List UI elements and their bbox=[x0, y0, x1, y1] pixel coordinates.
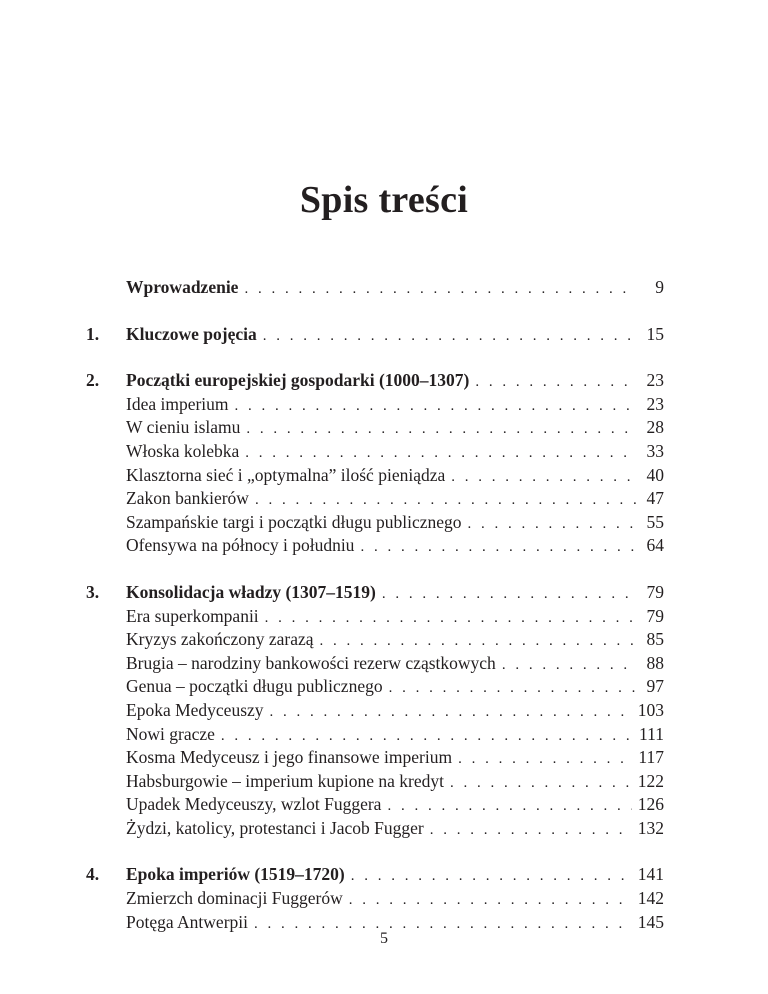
subsection-row bbox=[86, 487, 664, 511]
subsection-row bbox=[86, 746, 664, 770]
subsection-title: Włoska kolebka bbox=[126, 440, 240, 461]
dot-leader bbox=[382, 583, 636, 607]
dot-leader bbox=[255, 489, 636, 513]
dot-leader bbox=[475, 371, 636, 395]
subsection-row bbox=[86, 770, 664, 794]
subsection-row bbox=[86, 511, 664, 535]
page-ref: 97 bbox=[646, 676, 664, 697]
page-ref: 126 bbox=[637, 794, 664, 815]
dot-leader bbox=[270, 701, 632, 725]
chapter-row bbox=[86, 276, 664, 300]
page-ref: 47 bbox=[646, 488, 664, 509]
subsection-title: Nowi gracze bbox=[126, 723, 215, 744]
page-ref: 142 bbox=[637, 888, 664, 909]
page-ref: 103 bbox=[637, 699, 664, 720]
dot-leader bbox=[245, 442, 636, 466]
dot-leader bbox=[430, 819, 632, 843]
subsection-title: Potęga Antwerpii bbox=[126, 911, 248, 932]
subsection-row bbox=[86, 534, 664, 558]
subsection-title: Zmierzch dominacji Fuggerów bbox=[126, 888, 343, 909]
dot-leader bbox=[389, 677, 636, 701]
subsection-row bbox=[86, 393, 664, 417]
page-ref: 28 bbox=[646, 417, 664, 438]
page-number: 5 bbox=[380, 930, 388, 947]
page-title: Spis treści bbox=[299, 179, 469, 221]
dot-leader bbox=[246, 418, 636, 442]
subsection-title: Szampańskie targi i początki długu publicznego bbox=[126, 511, 462, 532]
dot-leader bbox=[502, 654, 636, 678]
page-ref: 23 bbox=[646, 393, 664, 414]
subsection-row bbox=[86, 675, 664, 699]
dot-leader bbox=[263, 325, 636, 349]
chapter-row bbox=[86, 323, 664, 347]
chapter-number: 1. bbox=[86, 323, 100, 344]
page-ref: 122 bbox=[637, 770, 664, 791]
subsection-title: Brugia – narodziny bankowości rezerw cząstkowych bbox=[126, 652, 496, 673]
subsection-title: Klasztorna sieć i „optymalna” ilość pieniądza bbox=[126, 464, 446, 485]
subsection-row bbox=[86, 416, 664, 440]
subsection-title: Genua – początki długu publicznego bbox=[126, 676, 383, 697]
page-ref: 111 bbox=[639, 723, 664, 744]
page-ref: 141 bbox=[637, 864, 664, 885]
subsection-title: Era superkompanii bbox=[126, 605, 259, 626]
chapter-title: Konsolidacja władzy (1307–1519) bbox=[126, 581, 376, 602]
dot-leader bbox=[468, 513, 637, 537]
subsection-row bbox=[86, 605, 664, 629]
page-ref: 23 bbox=[646, 370, 664, 391]
subsection-title: Kryzys zakończony zarazą bbox=[126, 629, 314, 650]
subsection-row bbox=[86, 887, 664, 911]
dot-leader bbox=[265, 607, 636, 631]
page-ref: 132 bbox=[637, 817, 664, 838]
subsection-title: Idea imperium bbox=[126, 393, 229, 414]
page-ref: 88 bbox=[646, 652, 664, 673]
chapter-title: Wprowadzenie bbox=[126, 277, 239, 297]
page-ref: 117 bbox=[638, 747, 664, 768]
dot-leader bbox=[221, 725, 633, 749]
dot-leader bbox=[320, 630, 636, 654]
table-of-contents bbox=[86, 276, 664, 957]
dot-leader bbox=[349, 889, 632, 913]
page-ref: 64 bbox=[646, 535, 664, 556]
subsection-row bbox=[86, 652, 664, 676]
dot-leader bbox=[235, 395, 636, 419]
subsection-row bbox=[86, 723, 664, 747]
dot-leader bbox=[360, 536, 636, 560]
subsection-row bbox=[86, 793, 664, 817]
toc-section bbox=[86, 276, 664, 300]
chapter-number: 3. bbox=[86, 581, 100, 602]
subsection-title: Żydzi, katolicy, protestanci i Jacob Fugger bbox=[126, 817, 424, 838]
subsection-title: Upadek Medyceuszy, wzlot Fuggera bbox=[126, 794, 382, 815]
page-ref: 15 bbox=[646, 323, 664, 344]
subsection-title: W cieniu islamu bbox=[126, 417, 241, 438]
page-ref: 40 bbox=[646, 464, 664, 485]
chapter-title: Kluczowe pojęcia bbox=[126, 323, 257, 344]
dot-leader bbox=[451, 466, 636, 490]
toc-section bbox=[86, 323, 664, 347]
chapter-number: 4. bbox=[86, 864, 100, 885]
dot-leader bbox=[458, 748, 632, 772]
dot-leader bbox=[244, 278, 636, 302]
subsection-row bbox=[86, 464, 664, 488]
chapter-row bbox=[86, 863, 664, 887]
subsection-title: Kosma Medyceusz i jego finansowe imperium bbox=[126, 747, 453, 768]
subsection-row bbox=[86, 628, 664, 652]
subsection-title: Habsburgowie – imperium kupione na kredyt bbox=[126, 770, 445, 791]
page-ref: 85 bbox=[646, 629, 664, 650]
chapter-row bbox=[86, 369, 664, 393]
page-ref: 79 bbox=[646, 581, 664, 602]
page-ref: 9 bbox=[655, 277, 664, 297]
toc-section bbox=[86, 369, 664, 558]
subsection-title: Zakon bankierów bbox=[126, 488, 249, 509]
page-ref: 33 bbox=[646, 440, 664, 461]
subsection-title: Epoka Medyceuszy bbox=[126, 699, 264, 720]
subsection-row bbox=[86, 440, 664, 464]
toc-section bbox=[86, 581, 664, 841]
subsection-title: Ofensywa na północy i południu bbox=[126, 535, 355, 556]
dot-leader bbox=[351, 865, 632, 889]
subsection-row bbox=[86, 817, 664, 841]
chapter-number: 2. bbox=[86, 370, 100, 391]
subsection-row bbox=[86, 699, 664, 723]
dot-leader bbox=[387, 795, 631, 819]
dot-leader bbox=[450, 772, 632, 796]
chapter-row bbox=[86, 581, 664, 605]
chapter-title: Początki europejskiej gospodarki (1000–1307) bbox=[126, 370, 470, 391]
page-ref: 145 bbox=[637, 911, 664, 932]
page-ref: 55 bbox=[646, 511, 664, 532]
chapter-title: Epoka imperiów (1519–1720) bbox=[126, 864, 345, 885]
toc-section bbox=[86, 863, 664, 934]
page-ref: 79 bbox=[646, 605, 664, 626]
